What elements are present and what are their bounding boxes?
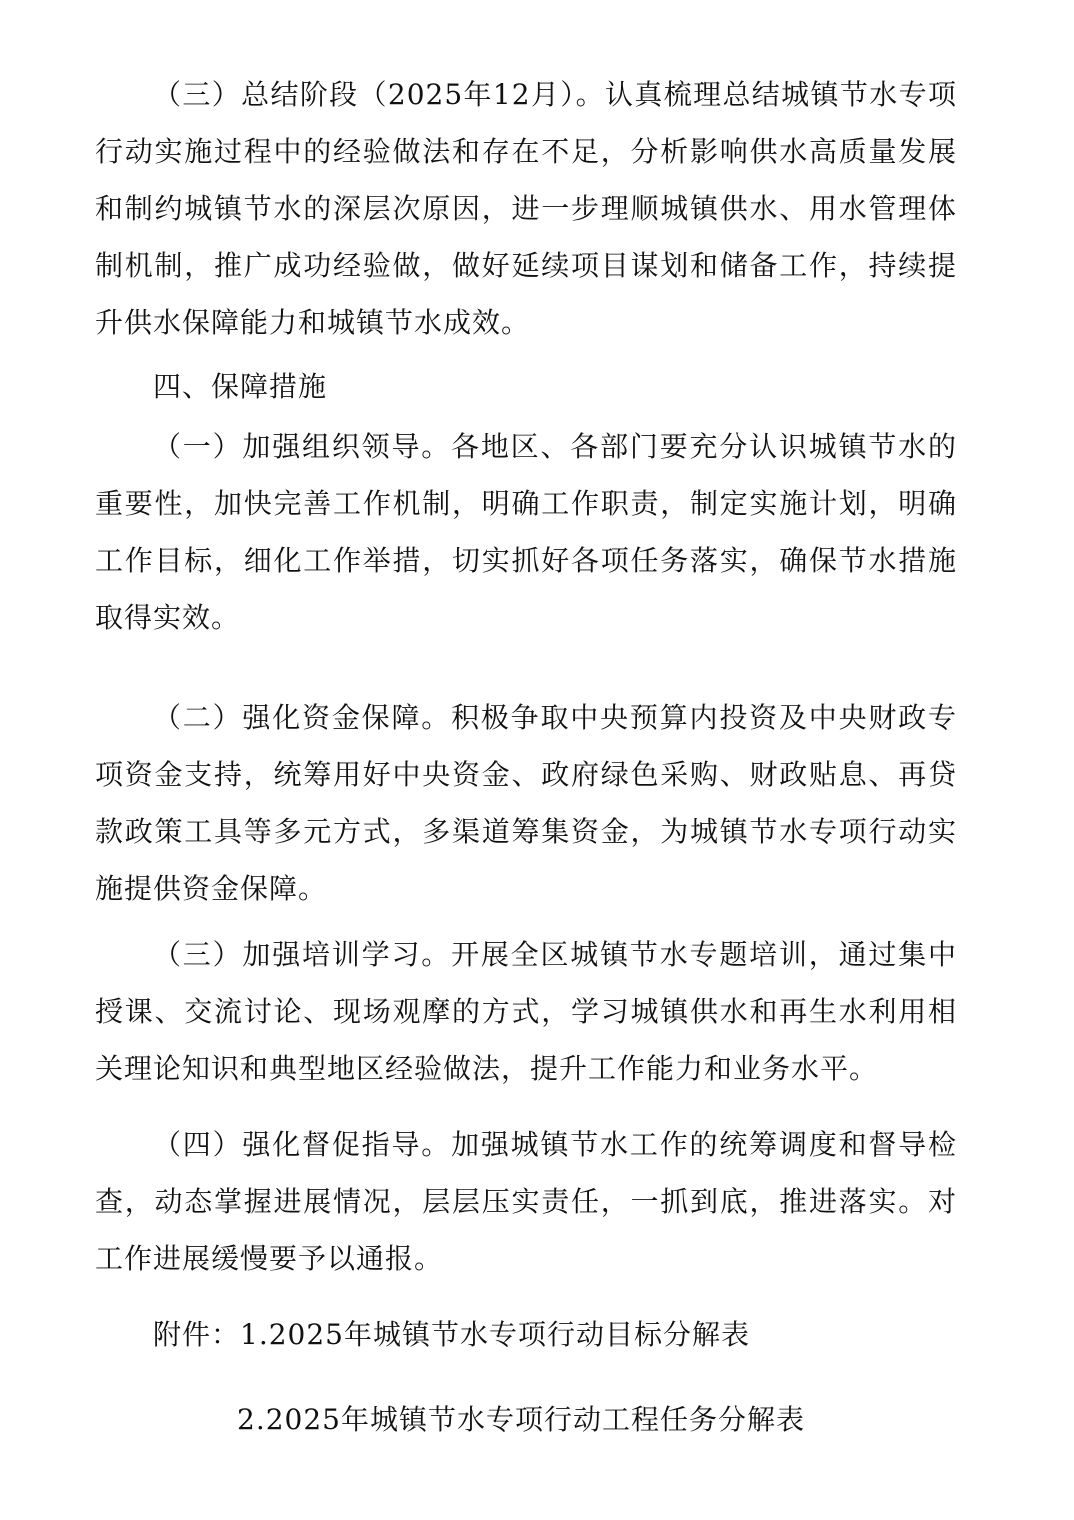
attachment-item: 1.2025年城镇节水专项行动目标分解表 <box>240 1318 750 1351</box>
measure-organization-paragraph: （一）加强组织领导。各地区、各部门要充分认识城镇节水的重要性，加快完善工作机制，明确工作职责，制定实施计划，明确工作目标，细化工作举措，切实抓好各项任务落实，确保节水措施取得实效。 <box>95 430 957 634</box>
attachment-label: 附件： <box>153 1318 241 1351</box>
measure-supervision-paragraph: （四）强化督促指导。加强城镇节水工作的统筹调度和督导检查，动态掌握进展情况，层层压实责任，一抓到底，推进落实。对工作进展缓慢要予以通报。 <box>95 1128 957 1275</box>
attachment-line-1 <box>153 1306 750 1363</box>
section-heading: 四、保障措施 <box>153 370 328 403</box>
attachment-item: 2.2025年城镇节水专项行动工程任务分解表 <box>237 1403 805 1436</box>
measure-training-paragraph: （三）加强培训学习。开展全区城镇节水专题培训，通过集中授课、交流讨论、现场观摩的方式，学习城镇供水和再生水利用相关理论知识和典型地区经验做法，提升工作能力和业务水平。 <box>95 938 957 1085</box>
attachment-line-2 <box>237 1391 805 1448</box>
summary-stage-paragraph: （三）总结阶段（2025年12月）。认真梳理总结城镇节水专项行动实施过程中的经验做法和存在不足，分析影响供水高质量发展和制约城镇节水的深层次原因，进一步理顺城镇供水、用水管理体制机制，推广成功经验做，做好延续项目谋划和储备工作，持续提升供水保障能力和城镇节水成效。 <box>95 78 957 339</box>
measure-funding-paragraph: （二）强化资金保障。积极争取中央预算内投资及中央财政专项资金支持，统筹用好中央资金、政府绿色采购、财政贴息、再贷款政策工具等多元方式，多渠道筹集资金，为城镇节水专项行动实施提供资金保障。 <box>95 701 957 905</box>
